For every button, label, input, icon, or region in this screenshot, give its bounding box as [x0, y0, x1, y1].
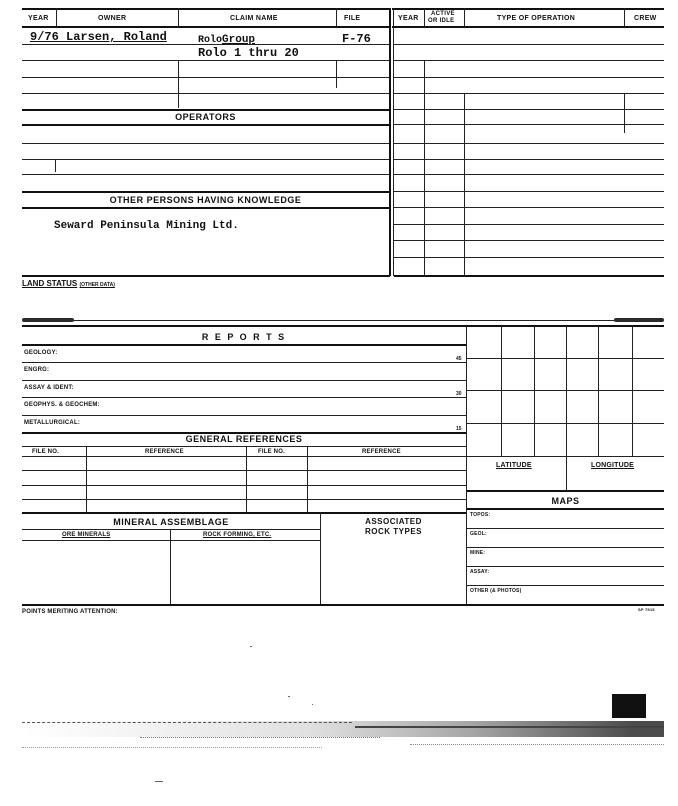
report-number: 30 — [456, 390, 462, 397]
center-divider — [389, 8, 391, 276]
col-type-of-operation: TYPE OF OPERATION — [497, 15, 576, 22]
report-label: GEOPHYS. & GEOCHEM: — [24, 402, 100, 409]
other-persons-heading: OTHER PERSONS HAVING KNOWLEDGE — [109, 195, 302, 205]
scan-smear — [22, 721, 664, 737]
col-active-2: OR IDLE — [428, 18, 455, 24]
reports-heading: R E P O R T S — [201, 332, 287, 342]
general-references-heading: GENERAL REFERENCES — [185, 434, 303, 444]
maps-item-label: OTHER (& PHOTOS) — [470, 588, 522, 594]
land-status — [22, 279, 115, 288]
maps-row-line — [467, 585, 664, 586]
longitude-label: LONGITUDE — [591, 462, 635, 469]
rock-forming-label: ROCK FORMING, ETC. — [203, 532, 272, 538]
col-claim-name: CLAIM NAME — [230, 15, 278, 22]
col-active-1: ACTIVE — [431, 11, 455, 17]
col-year-right: YEAR — [398, 15, 419, 22]
col-year: YEAR — [28, 15, 49, 22]
report-row-line — [22, 415, 466, 416]
ref-col-file-no-2: FILE NO. — [258, 449, 285, 455]
report-number: 15 — [456, 425, 462, 432]
report-row-line — [22, 362, 466, 363]
claim-line-1-prefix: Rolo — [198, 35, 223, 46]
ref-col-file-no-1: FILE NO. — [32, 449, 59, 455]
ref-col-reference-2: REFERENCE — [362, 449, 401, 455]
maps-item-label: ASSAY: — [470, 569, 490, 575]
mineral-assemblage-heading: MINERAL ASSEMBLAGE — [113, 517, 229, 527]
claim-line-2: Rolo 1 thru 20 — [198, 46, 299, 60]
operators-heading: OPERATORS — [175, 112, 236, 122]
land-status-note: (OTHER DATA) — [79, 282, 115, 288]
maps-item-label: TOPOS: — [470, 512, 491, 518]
associated-rock-types-2: ROCK TYPES — [364, 527, 422, 536]
col-file: FILE — [344, 15, 361, 22]
claim-line-1-rest: Group — [222, 34, 256, 46]
maps-item-label: MINE: — [470, 550, 486, 556]
report-label: METALLURGICAL: — [24, 419, 81, 426]
col-crew: CREW — [634, 15, 657, 22]
report-label: GEOLOGY: — [24, 350, 58, 356]
top-border-left — [22, 8, 390, 10]
header-bottom-right — [392, 26, 664, 28]
land-status-label: LAND STATUS — [22, 279, 78, 288]
ore-minerals-label: ORE MINERALS — [62, 532, 111, 538]
associated-rock-types-1: ASSOCIATED — [365, 517, 422, 526]
claim-line-1 — [198, 32, 255, 46]
maps-row-line — [467, 547, 664, 548]
maps-row-line — [467, 566, 664, 567]
maps-row-line — [467, 528, 664, 529]
other-persons-entry: Seward Peninsula Mining Ltd. — [54, 220, 239, 232]
latitude-label: LATITUDE — [496, 462, 532, 469]
header-bottom-left — [22, 26, 390, 28]
report-label: ASSAY & IDENT: — [24, 384, 74, 391]
col-owner: OWNER — [98, 15, 127, 22]
owner-entry: 9/76 Larsen, Roland — [30, 30, 167, 44]
report-row-line — [22, 397, 466, 398]
maps-item-label: GEOL: — [470, 531, 487, 537]
dark-block — [612, 694, 646, 718]
maps-heading: MAPS — [551, 496, 580, 506]
report-row-line — [22, 380, 466, 381]
ref-col-reference-1: REFERENCE — [145, 449, 184, 455]
file-number: F-76 — [342, 32, 371, 46]
points-meriting-attention: POINTS MERITING ATTENTION: — [22, 609, 118, 615]
report-number: 45 — [456, 356, 462, 362]
report-label: ENGRG: — [24, 367, 50, 374]
form-number: SP 7515 — [638, 607, 655, 612]
